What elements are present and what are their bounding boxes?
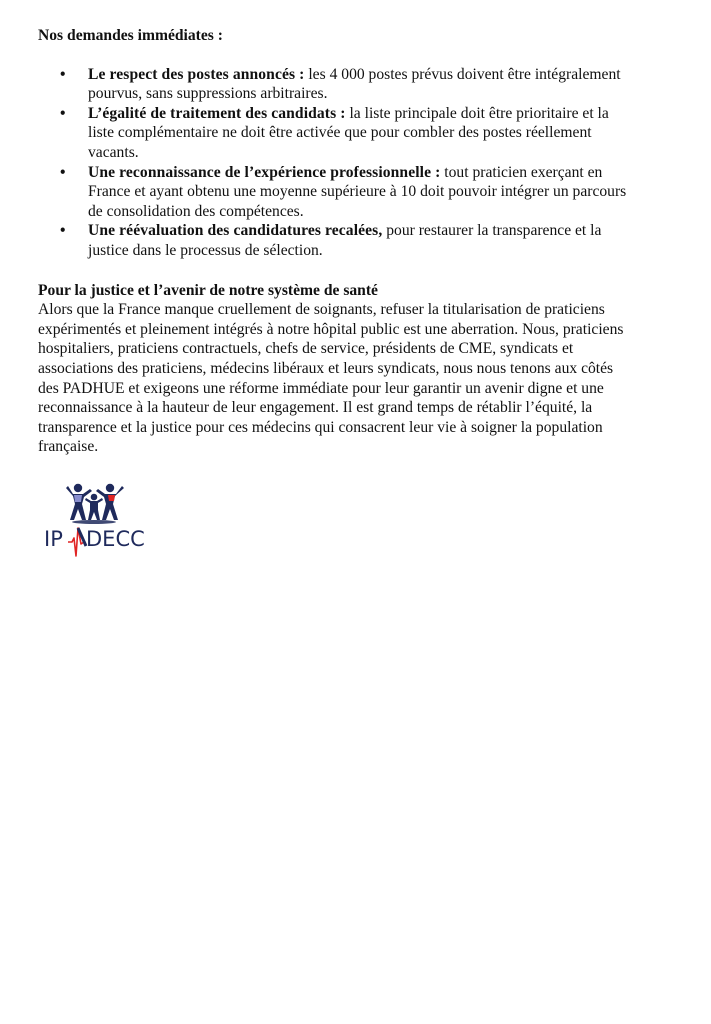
demand-text: tout praticien exerçant en — [440, 163, 603, 181]
paragraph-line: expérimentés et pleinement intégrés à notre hôpital public est une aberration. Nous, praticiens — [38, 320, 624, 338]
paragraph-line: Alors que la France manque cruellement de soignants, refuser la titularisation de praticiens — [38, 301, 605, 319]
demand-lead: Le respect des postes annoncés : — [88, 65, 305, 83]
demand-item — [38, 221, 688, 260]
justice-heading: Pour la justice et l’avenir de notre système de santé — [38, 281, 378, 299]
demand-item — [38, 104, 688, 163]
paragraph-line: hospitaliers, praticiens contractuels, chefs de service, présidents de CME, syndicats et — [38, 340, 574, 358]
demand-lead: L’égalité de traitement des candidats : — [88, 104, 346, 122]
demand-lead: Une réévaluation des candidatures recalées, — [88, 222, 383, 240]
bullet-icon: • — [60, 104, 66, 122]
bullet-icon: • — [60, 222, 66, 240]
demand-text: justice dans le processus de sélection. — [88, 241, 323, 259]
ipadecc-logo — [42, 482, 148, 566]
demand-text: liste complémentaire ne doit être activée que pour combler des postes réellement — [88, 124, 592, 142]
demand-text: pourvus, sans suppressions arbitraires. — [88, 85, 328, 103]
demand-text: France et ayant obtenu une moyenne supérieure à 10 doit pouvoir intégrer un parcours — [88, 183, 627, 201]
bullet-icon: • — [60, 65, 66, 83]
demand-text: de consolidation des compétences. — [88, 202, 304, 220]
paragraph-line: française. — [38, 438, 99, 456]
paragraph-line: reconnaissance à la hauteur de leur engagement. Il est grand temps de rétablir l’équité, la — [38, 399, 593, 417]
paragraph-line: associations des praticiens, médecins libéraux et leurs syndicats, nous nous tenons aux côtés — [38, 359, 614, 377]
family-figures-icon — [42, 482, 148, 566]
logo-text-decc: DECC — [86, 527, 145, 551]
demand-text: la liste principale doit être prioritaire et la — [345, 104, 609, 122]
paragraph-line: transparence et la justice pour ces médecins qui consacrent leur vie à soigner la population — [38, 418, 603, 436]
demand-text: vacants. — [88, 143, 139, 161]
demand-lead: Une reconnaissance de l’expérience professionnelle : — [88, 163, 441, 181]
demand-text: pour restaurer la transparence et la — [382, 222, 602, 240]
demand-item — [38, 163, 688, 222]
paragraph-line: des PADHUE et exigeons une réforme immédiate pour leur garantir un avenir digne et une — [38, 379, 604, 397]
demands-list — [38, 65, 688, 261]
demands-heading: Nos demandes immédiates : — [38, 27, 223, 44]
document-page — [38, 26, 688, 457]
logo-text-ip: IP — [44, 527, 63, 551]
justice-paragraph — [38, 300, 688, 457]
demand-item — [38, 65, 688, 104]
bullet-icon: • — [60, 163, 66, 181]
justice-section — [38, 281, 688, 457]
demand-text: les 4 000 postes prévus doivent être intégralement — [304, 65, 621, 83]
